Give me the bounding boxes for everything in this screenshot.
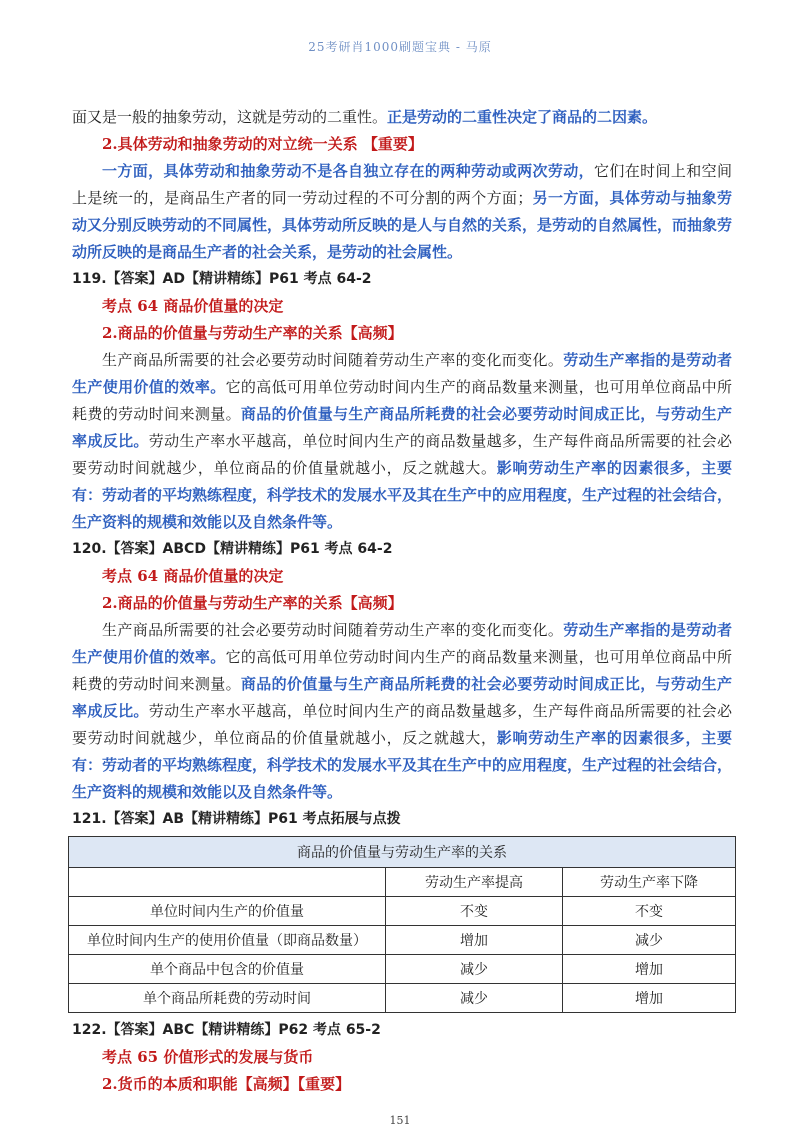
- table-cell: 单位时间内生产的使用价值量（即商品数量）: [69, 926, 386, 955]
- q120-highlight-3: 影响劳动生产率的因素很多，主要有：劳动者的平均熟练程度，科学技术的发展水平及其在生产中的应用程度，生产过程的社会结合，生产资料的规模和效能以及自然条件等。: [72, 729, 733, 801]
- table-cell: 减少: [563, 926, 736, 955]
- table-cell: 单个商品中包含的价值量: [69, 955, 386, 984]
- table-cell: 不变: [563, 897, 736, 926]
- table-cell: 减少: [386, 984, 563, 1013]
- intro-plain: 面又是一般的抽象劳动，这就是劳动的二重性。: [72, 108, 388, 126]
- table-header-row: [69, 868, 736, 897]
- table-cell: 增加: [386, 926, 563, 955]
- intro-highlight: 正是劳动的二重性决定了商品的二因素。: [387, 108, 658, 126]
- q120-highlight-2: 商品的价值量与生产商品所耗费的社会必要劳动时间成正比，与劳动生产率成反比。: [72, 675, 732, 720]
- q119-highlight-3: 影响劳动生产率的因素很多，主要有：劳动者的平均熟练程度，科学技术的发展水平及其在生产中的应用程度，生产过程的社会结合，生产资料的规模和效能以及自然条件等。: [72, 459, 733, 531]
- table-cell: 增加: [563, 955, 736, 984]
- q119-point-title: 考点 64 商品价值量的决定: [102, 297, 284, 315]
- q120-plain-3: 劳动生产率水平越高，单位时间内生产的商品数量越多，生产每件商品所需要的社会必要劳动时间就越少，单位商品的价值量就越小，反之就越大，: [72, 702, 732, 747]
- answer-119: 119.【答案】AD【精讲精练】P61 考点 64-2: [72, 271, 372, 287]
- q120-plain-2: 它的高低可用单位劳动时间内生产的商品数量来测量，也可用单位商品中所耗费的劳动时间来测量。: [72, 648, 732, 693]
- answer-121: 121.【答案】AB【精讲精练】P61 考点拓展与点拨: [72, 811, 401, 827]
- q119-plain-3: 劳动生产率水平越高，单位时间内生产的商品数量越多，生产每件商品所需要的社会必要劳动时间就越少，单位商品的价值量就越小，反之就越大。: [72, 432, 732, 477]
- dual-labor-plain-1: 它们在时间上和空间上是统一的，是商品生产者的同一劳动过程的不可分割的两个方面；: [72, 162, 732, 207]
- table-cell: 不变: [386, 897, 563, 926]
- answer-120: 120.【答案】ABCD【精讲精练】P61 考点 64-2: [72, 541, 393, 557]
- table-header-cell: 劳动生产率下降: [563, 868, 736, 897]
- relation-table: [68, 836, 736, 1013]
- dual-labor-highlight-1: 一方面，具体劳动和抽象劳动不是各自独立存在的两种劳动或两次劳动，: [102, 162, 594, 180]
- q120-point-title: 考点 64 商品价值量的决定: [102, 567, 284, 585]
- table-header-cell: [69, 868, 386, 897]
- q119-highlight-2: 商品的价值量与生产商品所耗费的社会必要劳动时间成正比，与劳动生产率成反比。: [72, 405, 732, 450]
- q122-point-title: 考点 65 价值形式的发展与货币: [102, 1048, 314, 1066]
- q119-highlight-1: 劳动生产率指的是劳动者生产使用价值的效率。: [72, 351, 732, 396]
- table-cell: 增加: [563, 984, 736, 1013]
- table-cell: 减少: [386, 955, 563, 984]
- q119-plain-1: 生产商品所需要的社会必要劳动时间随着劳动生产率的变化而变化。: [102, 351, 564, 369]
- intro-paragraph: [72, 104, 732, 131]
- table-title: 商品的价值量与劳动生产率的关系: [69, 837, 736, 868]
- page-content: [72, 104, 732, 1098]
- q120-highlight-1: 劳动生产率指的是劳动者生产使用价值的效率。: [72, 621, 732, 666]
- table-cell: 单位时间内生产的价值量: [69, 897, 386, 926]
- table-cell: 单个商品所耗费的劳动时间: [69, 984, 386, 1013]
- q120-point-sub: 2.商品的价值量与劳动生产率的关系【高频】: [102, 594, 403, 612]
- table-row: [69, 926, 736, 955]
- dual-labor-highlight-2: 另一方面，具体劳动与抽象劳动又分别反映劳动的不同属性，具体劳动所反映的是人与自然的关系，是劳动的自然属性，而抽象劳动所反映的是商品生产者的社会关系，是劳动的社会属性。: [72, 189, 733, 261]
- dual-labor-paragraph: [72, 158, 732, 266]
- q120-paragraph: [72, 617, 732, 806]
- q120-plain-1: 生产商品所需要的社会必要劳动时间随着劳动生产率的变化而变化。: [102, 621, 564, 639]
- page-number: 151: [389, 1114, 411, 1127]
- table-row: [69, 897, 736, 926]
- q119-point-sub: 2.商品的价值量与劳动生产率的关系【高频】: [102, 324, 403, 342]
- table-header-cell: 劳动生产率提高: [386, 868, 563, 897]
- table-row: [69, 984, 736, 1013]
- answer-122: 122.【答案】ABC【精讲精练】P62 考点 65-2: [72, 1022, 381, 1038]
- q122-point-sub: 2.货币的本质和职能【高频】【重要】: [102, 1075, 351, 1093]
- q119-paragraph: [72, 347, 732, 536]
- page-header: 25考研肖1000刷题宝典 - 马原: [308, 40, 492, 54]
- q119-plain-2: 它的高低可用单位劳动时间内生产的商品数量来测量，也可用单位商品中所耗费的劳动时间来测量。: [72, 378, 732, 423]
- point-2-dual-labor-heading: 2.具体劳动和抽象劳动的对立统一关系 【重要】: [102, 135, 423, 153]
- table-row: [69, 955, 736, 984]
